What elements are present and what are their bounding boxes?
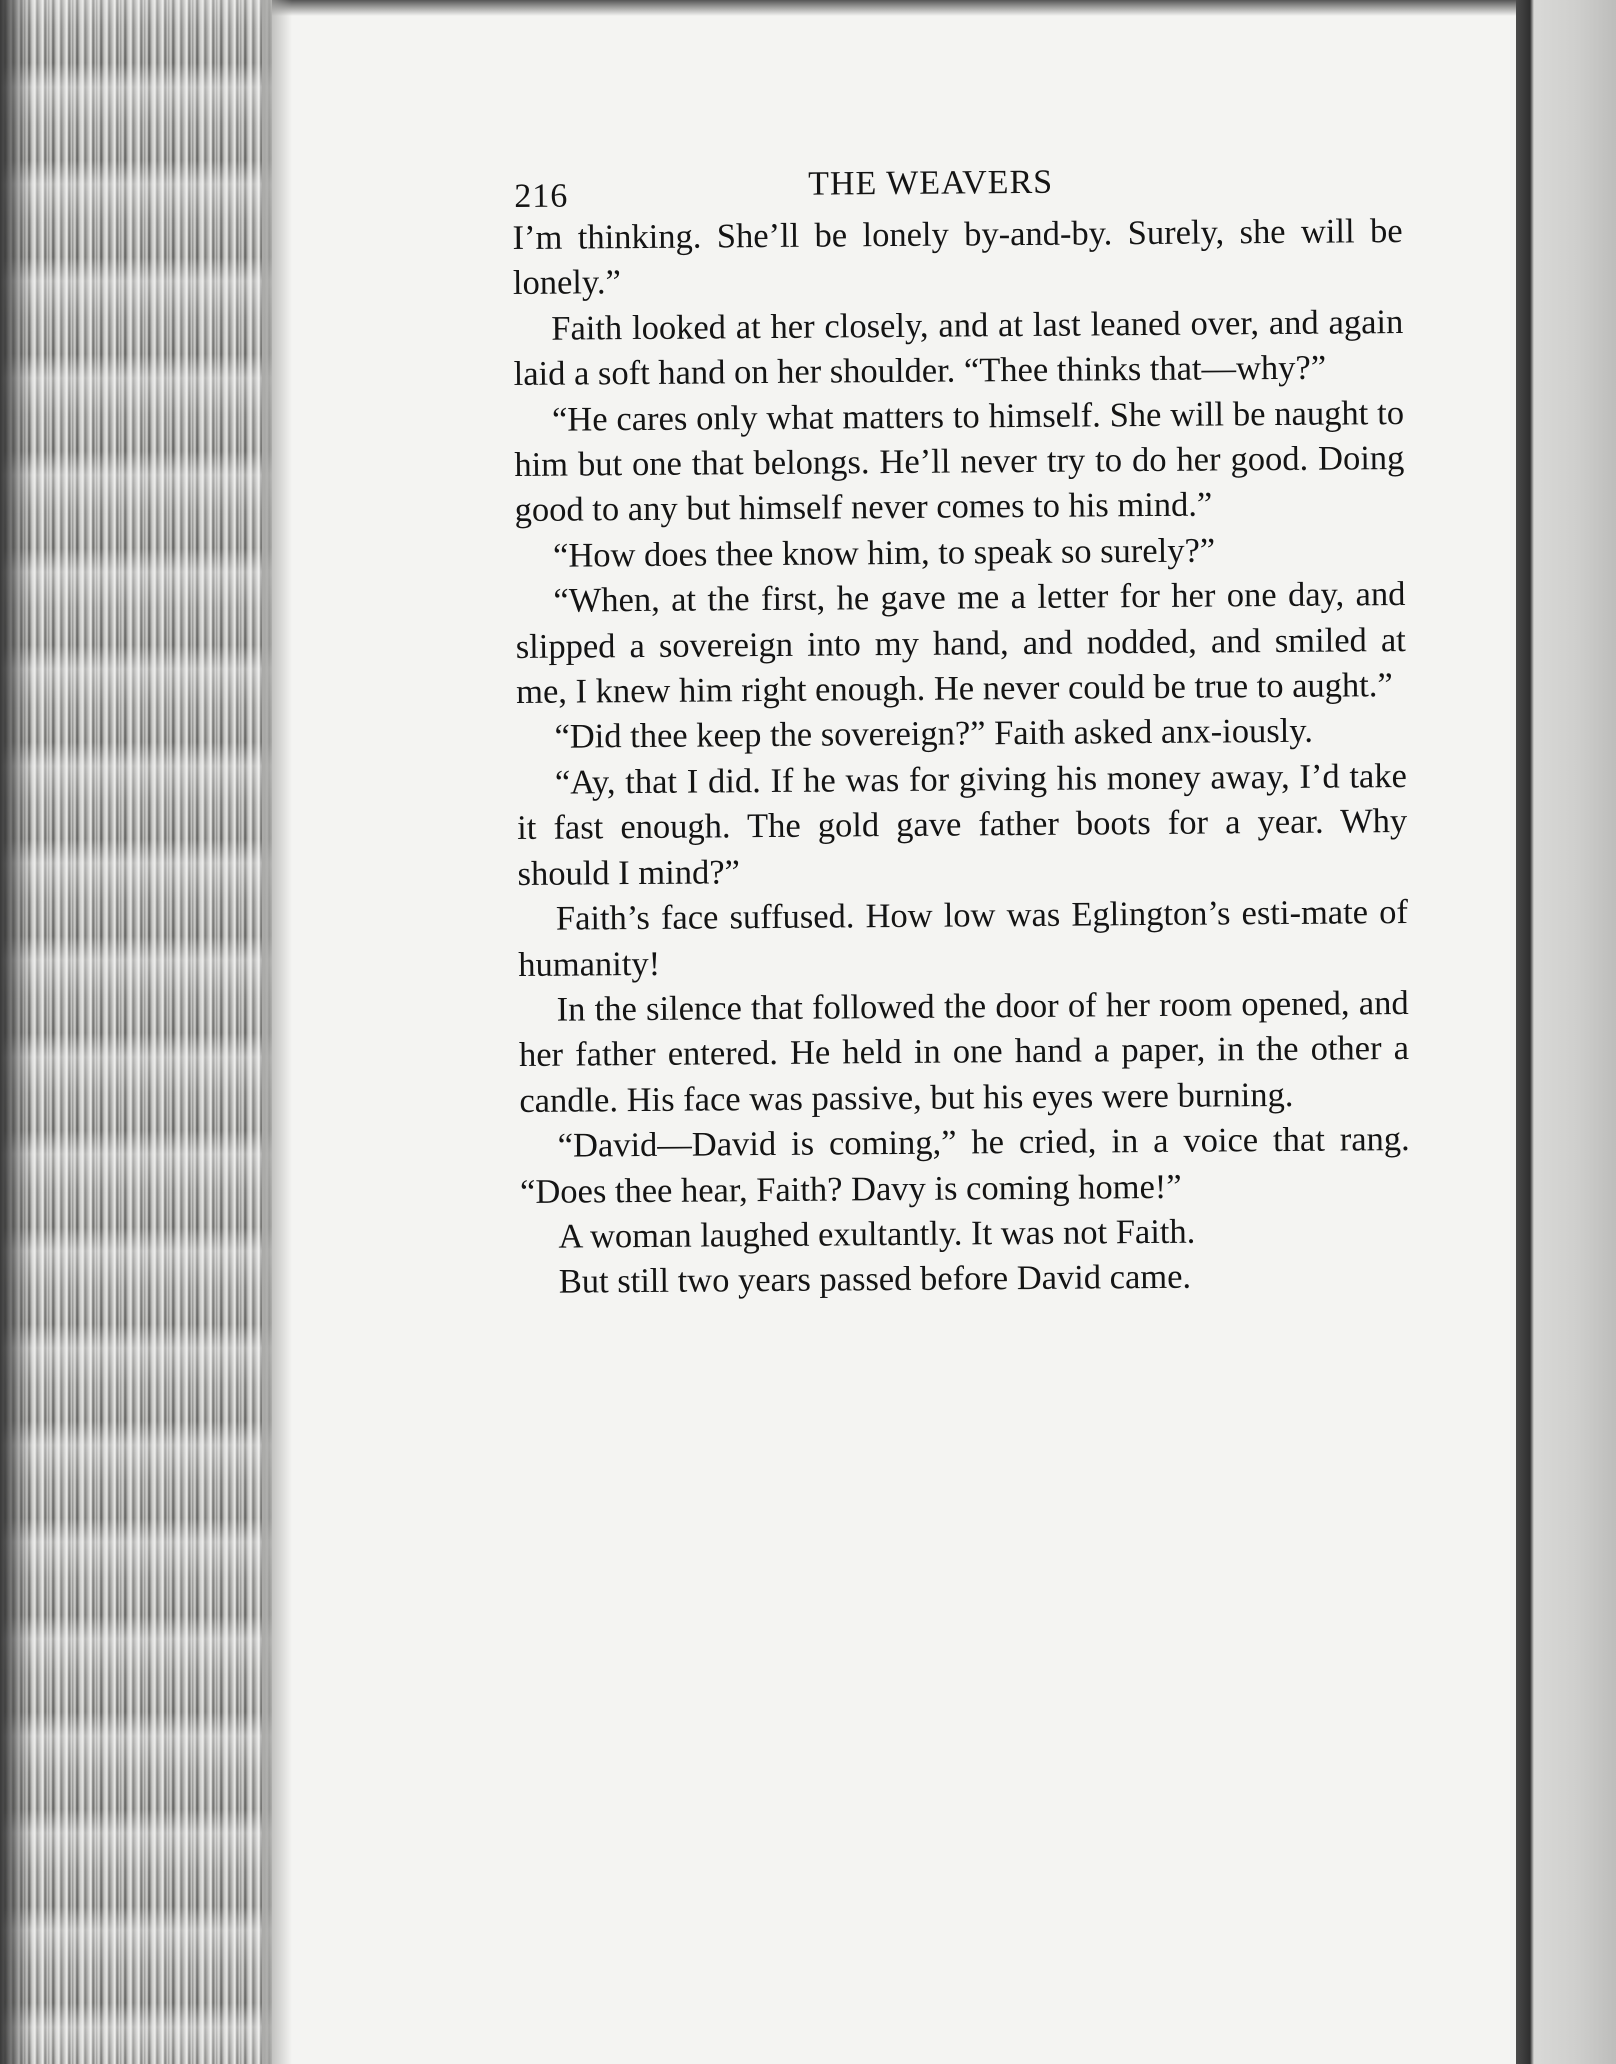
book-page-edges — [0, 0, 272, 2064]
paragraph: In the silence that followed the door of her room opened, and her father entered. He held in one hand a paper, in the other a candle. His face was passive, but his eyes were burning. — [518, 983, 1410, 1120]
paragraph: “He cares only what matters to himself. She will be naught to him but one that belongs. He’ll never try to do her good. Doing good to any but himself never comes to his mind.” — [514, 393, 1405, 530]
page-body — [512, 157, 1411, 1306]
paragraph: I’m thinking. She’ll be lonely by-and-by. Surely, she will be lonely.” — [512, 212, 1403, 303]
running-head-title: THE WEAVERS — [808, 163, 1054, 203]
paragraph: “When, at the first, he gave me a letter for her one day, and slipped a sovereign into my hand, and nodded, and smiled at me, I knew him right enough. He never could be true to aught.” — [515, 575, 1406, 712]
paragraph: A woman laughed exultantly. It was not Faith. — [558, 1212, 1196, 1256]
paragraph: “How does thee know him, to speak so surely?” — [552, 531, 1216, 575]
gutter-shadow — [262, 0, 292, 2064]
paragraph: But still two years passed before David came. — [558, 1258, 1192, 1302]
paragraph: Faith looked at her closely, and at last leaned over, and again laid a soft hand on her shoulder. “Thee thinks that—why?” — [513, 302, 1404, 394]
paragraph: “Did thee keep the sovereign?” Faith asked anx-iously. — [554, 712, 1314, 757]
paragraph: “David—David is coming,” he cried, in a voice that rang. “Does thee hear, Faith? Davy is coming home!” — [519, 1120, 1410, 1211]
paragraph: “Ay, that I did. If he was for giving his money away, I’d take it fast enough. The gold gave father boots for a year. Why should I mind?” — [517, 756, 1408, 893]
book-cover-edge — [1516, 0, 1616, 2064]
page-number: 216 — [514, 177, 569, 215]
running-head — [512, 157, 1402, 216]
paragraph: Faith’s face suffused. How low was Eglington’s esti-mate of humanity! — [518, 893, 1409, 984]
